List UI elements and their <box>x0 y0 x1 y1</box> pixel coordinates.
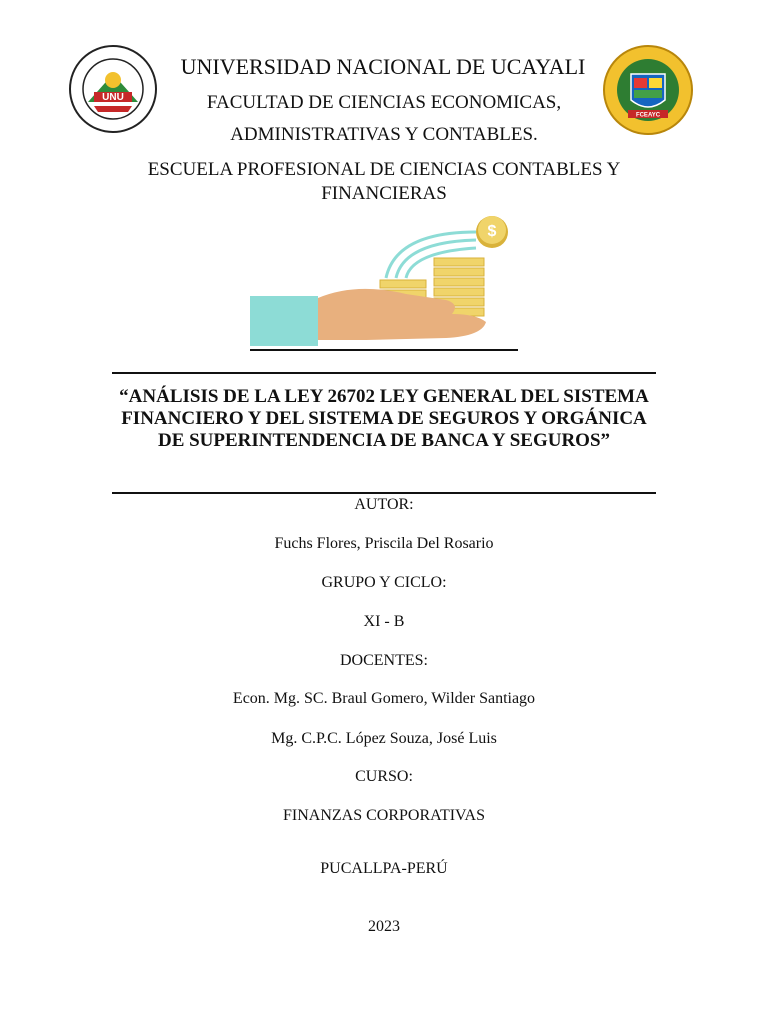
course-name: FINANZAS CORPORATIVAS <box>283 807 485 824</box>
seal-center-text: UNU <box>102 92 124 103</box>
faculty-name-line2: ADMINISTRATIVAS Y CONTABLES. <box>230 124 538 145</box>
faculty-banner-text: FCEAYC <box>635 112 661 119</box>
teachers-label: DOCENTES: <box>340 652 428 669</box>
year: 2023 <box>368 918 400 935</box>
course-label: CURSO: <box>355 768 413 785</box>
author-label: AUTOR: <box>354 496 414 513</box>
document-title: “ANÁLISIS DE LA LEY 26702 LEY GENERAL DEL SISTEMA FINANCIERO Y DEL SISTEMA DE SEGUROS Y ORGÁNICA DE SUPERINTENDENCIA DE BANCA Y SEGUROS” <box>119 386 649 451</box>
author-name: Fuchs Flores, Priscila Del Rosario <box>274 535 494 552</box>
coin-symbol: $ <box>487 223 497 240</box>
hand-holding-coins-icon <box>246 214 526 354</box>
university-name: UNIVERSIDAD NACIONAL DE UCAYALI <box>180 54 586 79</box>
title-top-rule <box>112 372 656 374</box>
group-value: XI - B <box>363 613 405 630</box>
teacher-1: Econ. Mg. SC. Braul Gomero, Wilder Santiago <box>232 690 536 707</box>
teacher-2: Mg. C.P.C. López Souza, José Luis <box>271 730 497 747</box>
faculty-name-line1: FACULTAD DE CIENCIAS ECONOMICAS, <box>206 92 562 113</box>
place: PUCALLPA-PERÚ <box>320 860 448 877</box>
title-bottom-rule <box>112 492 656 494</box>
school-name: ESCUELA PROFESIONAL DE CIENCIAS CONTABLES Y FINANCIERAS <box>147 159 621 204</box>
group-label: GRUPO Y CICLO: <box>321 574 447 591</box>
